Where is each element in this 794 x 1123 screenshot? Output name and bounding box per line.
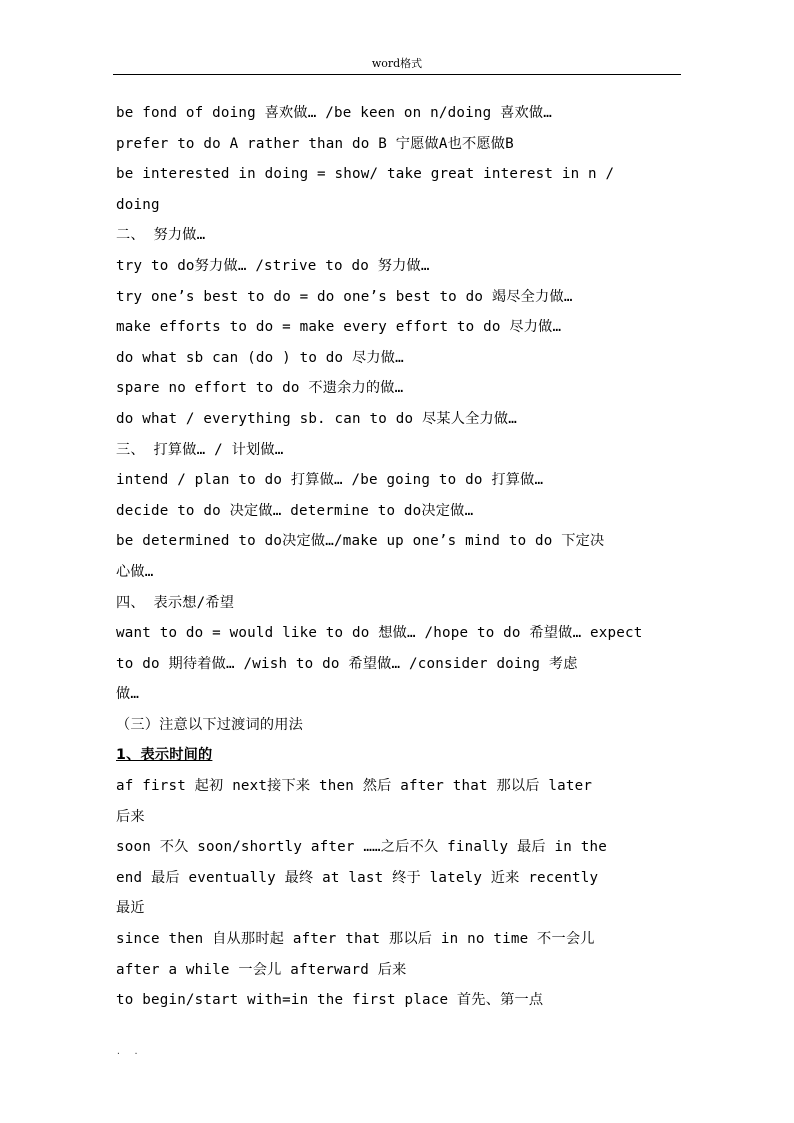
text-line: decide to do 决定做… determine to do决定做… xyxy=(116,502,474,519)
text-line: after a while 一会儿 afterward 后来 xyxy=(116,961,407,978)
text-line: 最近 xyxy=(116,900,145,917)
text-line: since then 自从那时起 after that 那以后 in no time 不一会儿 xyxy=(116,931,595,948)
text-line: af first 起初 next接下来 then 然后 after that 那以后 later xyxy=(116,778,593,795)
text-line: be determined to do决定做…/make up one’s mind to do 下定决 xyxy=(116,533,605,550)
text-line: do what / everything sb. can to do 尽某人全力做… xyxy=(116,410,518,427)
text-line: be fond of doing 喜欢做… /be keen on n/doing 喜欢做… xyxy=(116,105,552,121)
text-line: try one’s best to do = do one’s best to do 竭尽全力做… xyxy=(116,288,573,305)
text-line: to do 期待着做… /wish to do 希望做… /consider doing 考虑 xyxy=(116,655,578,672)
text-line: spare no effort to do 不遗余力的做… xyxy=(116,380,404,397)
text-line: want to do = would like to do 想做… /hope to do 希望做… expect xyxy=(116,625,643,642)
text-line: intend / plan to do 打算做… /be going to do 打算做… xyxy=(116,472,544,489)
page-header xyxy=(113,56,681,75)
text-line: make efforts to do = make every effort to do 尽力做… xyxy=(116,319,562,336)
section-heading-2: 二、 努力做… xyxy=(116,227,206,244)
section-heading-4: 四、 表示想/希望 xyxy=(116,594,235,611)
time-words-heading-text: 1、表示时间的 xyxy=(116,747,213,764)
text-line: be interested in doing = show/ take great interest in n / xyxy=(116,166,615,183)
text-line: try to do努力做… /strive to do 努力做… xyxy=(116,257,430,274)
text-line: 后来 xyxy=(116,808,145,825)
text-line: end 最后 eventually 最终 at last 终于 lately 近来 recently xyxy=(116,869,599,886)
text-line: soon 不久 soon/shortly after ……之后不久 finally 最后 in the xyxy=(116,839,607,856)
document-body xyxy=(116,98,728,1016)
page-footer: . . xyxy=(116,1047,143,1056)
text-line: do what sb can (do ) to do 尽力做… xyxy=(116,349,404,366)
text-line: to begin/start with=in the first place 首先、第一点 xyxy=(116,992,544,1009)
text-line: 心做… xyxy=(116,563,154,580)
text-line: prefer to do A rather than do B 宁愿做A也不愿做B xyxy=(116,135,514,152)
time-words-heading xyxy=(116,740,728,771)
header-title: word格式 xyxy=(371,57,423,70)
subsection-heading: （三）注意以下过渡词的用法 xyxy=(116,716,304,733)
text-line: doing xyxy=(116,196,160,213)
section-heading-3: 三、 打算做… / 计划做… xyxy=(116,441,284,458)
text-line: 做… xyxy=(116,686,140,703)
